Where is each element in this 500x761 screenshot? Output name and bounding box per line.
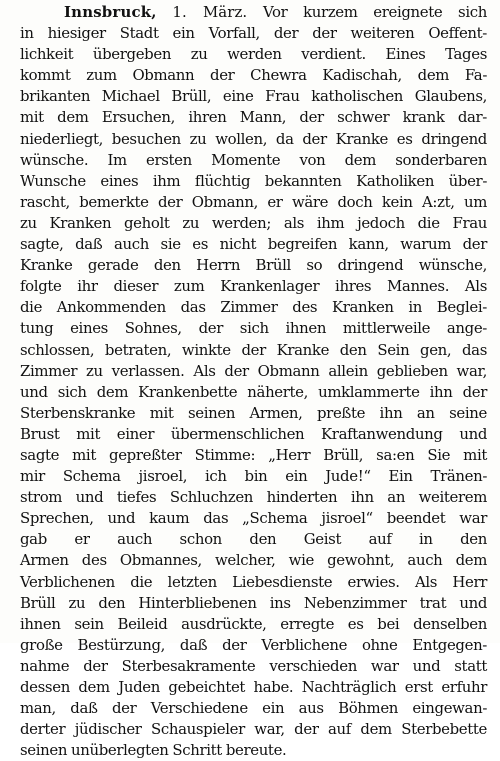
article-line: wünsche. Im ersten Momente von dem sonderbaren (20, 150, 487, 169)
article-line: Brüll zu den Hinterbliebenen ins Nebenzimmer trat und (20, 593, 487, 612)
article-line: derter jüdischer Schauspieler war, der auf dem Sterbebette (20, 720, 487, 739)
article-line: gab er auch schon den Geist auf in den (20, 530, 487, 549)
article-line: nahme der Sterbesakramente verschieden war und statt (20, 656, 487, 675)
article-line: die Ankommenden das Zimmer des Kranken in Beglei- (20, 298, 487, 317)
article-line: dessen dem Juden gebeichtet habe. Nachträglich erst erfuhr (20, 678, 487, 696)
article-line: Wunsche eines ihm flüchtig bekannten Katholiken über- (20, 171, 487, 190)
article-line: schlossen, betraten, winkte der Kranke den Sein gen, das (20, 340, 487, 359)
article-line: man, daß der Verschiedene ein aus Böhmen eingewan- (20, 699, 487, 718)
article-line: mit dem Ersuchen, ihren Mann, der schwer krank dar- (20, 108, 487, 127)
article-line: ihnen sein Beileid ausdrückte, erregte es bei denselben (20, 614, 487, 633)
article-line: Brust mit einer übermenschlichen Kraftanwendung und (20, 424, 487, 443)
article-place: Innsbruck, (64, 3, 157, 21)
article-line: mir Schema jisroel, ich bin ein Jude!“ Ein Tränen- (20, 467, 487, 486)
article-line: Kranke gerade den Herrn Brüll so dringend wünsche, (20, 256, 487, 275)
article-line: Sprechen, und kaum das „Schema jisroel“ beendet war (20, 509, 487, 528)
article-line: Armen des Obmannes, welcher, wie gewohnt, auch dem (20, 551, 487, 570)
article-line: folgte ihr dieser zum Krankenlager ihres Mannes. Als (20, 277, 487, 296)
article-line: rascht, bemerkte der Obmann, er wäre doch kein A:zt, um (20, 192, 487, 211)
article-line: kommt zum Obmann der Chewra Kadischah, dem Fa- (20, 66, 487, 85)
article-line: strom und tiefes Schluchzen hinderten ihn an weiterem (20, 488, 487, 507)
article-line: Zimmer zu verlassen. Als der Obmann allein geblieben war, (20, 361, 487, 380)
article-line: Sterbenskranke mit seinen Armen, preßte ihn an seine (20, 403, 487, 422)
article-date: 1. März. (172, 3, 248, 21)
article-line: und sich dem Krankenbette näherte, umklammerte ihn der (20, 382, 487, 401)
article-line: sagte mit gepreßter Stimme: „Herr Brüll, sa:en Sie mit (20, 445, 487, 464)
article-line: sagte, daß auch sie es nicht begreifen kann, warum der (20, 235, 487, 254)
article-line: niederliegt, besuchen zu wollen, da der Kranke es dringend (20, 129, 487, 148)
article-line: seinen unüberlegten Schritt bereute. (20, 741, 287, 760)
article-line: große Bestürzung, daß der Verblichene ohne Entgegen- (20, 635, 487, 654)
article-line: Verblichenen die letzten Liebesdienste erwies. Als Herr (20, 572, 487, 591)
article-first-line (20, 2, 487, 23)
article-line: zu Kranken geholt zu werden; als ihm jedoch die Frau (20, 213, 487, 232)
article-line: lichkeit übergeben zu werden verdient. Eines Tages (20, 45, 487, 64)
article-line: tung eines Sohnes, der sich ihnen mittlerweile ange- (20, 319, 487, 338)
article-line: brikanten Michael Brüll, eine Frau katholischen Glaubens, (20, 87, 487, 106)
article-line: in hiesiger Stadt ein Vorfall, der der weiteren Oeffent- (20, 24, 487, 43)
article-first-line-text: Vor kurzem ereignete sich (247, 3, 487, 21)
